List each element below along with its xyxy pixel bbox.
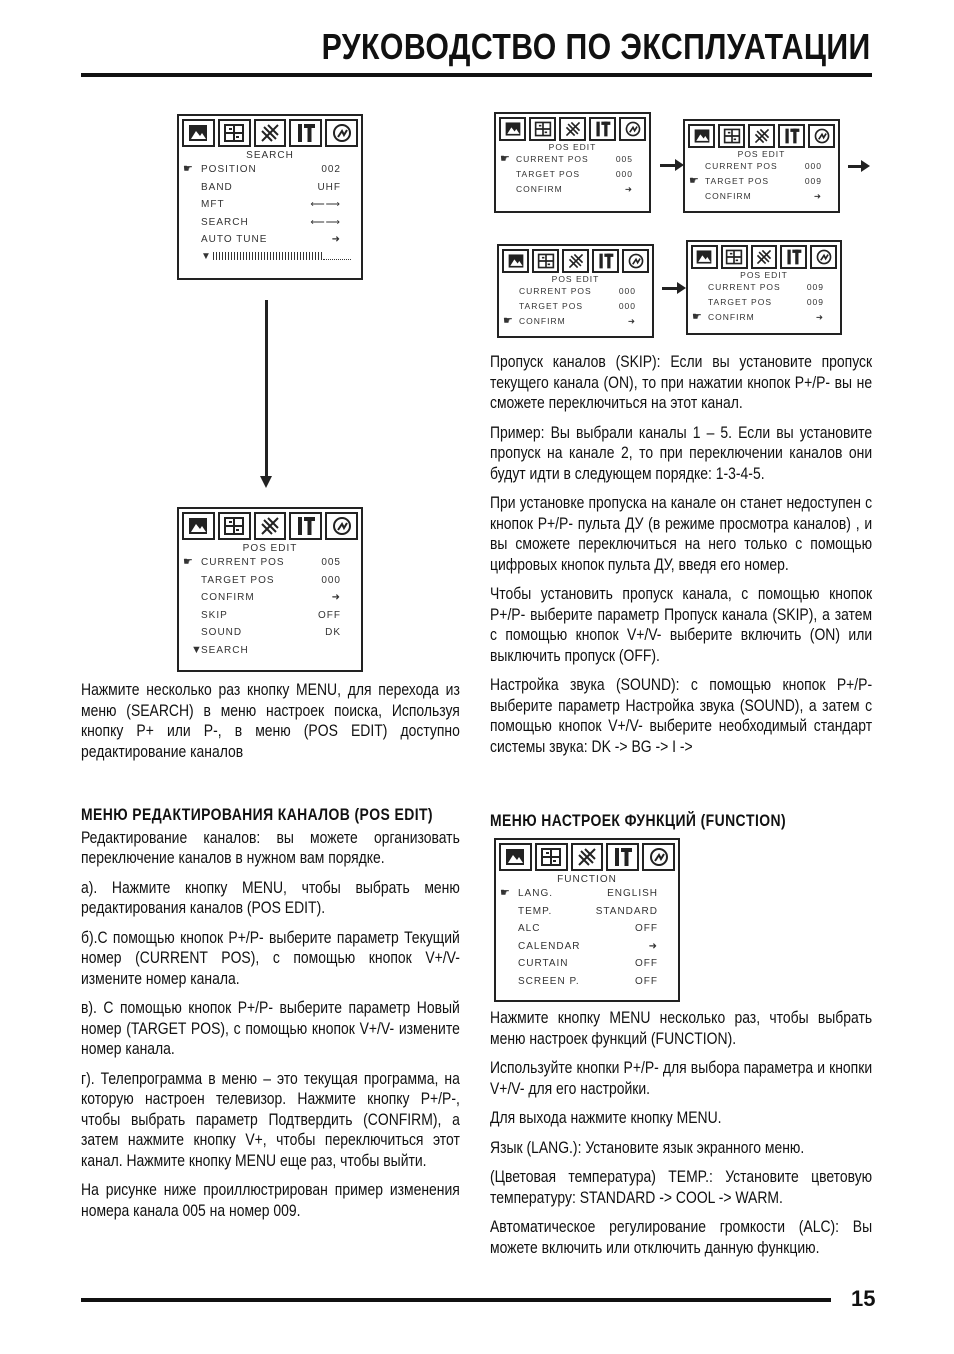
menu-row xyxy=(179,642,361,660)
intro-paragraph: Нажмите несколько раз кнопку MENU, для перехода из меню (SEARCH) в меню настроек поиска, Используя кнопку P+ или P-, в меню (POS EDIT) доступно редактирование каналов xyxy=(81,680,460,761)
picture-icon xyxy=(688,124,715,148)
menu-row xyxy=(496,920,678,938)
menu-row-value: ➜ xyxy=(813,191,822,201)
menu-row xyxy=(496,973,678,991)
left-intro xyxy=(81,680,460,771)
paragraph: Нажмите кнопку MENU несколько раз, чтобы выбрать меню настроек функций (FUNCTION). xyxy=(490,1008,873,1048)
picture-icon xyxy=(182,119,215,147)
menu-row-label: CURRENT POS xyxy=(519,286,592,296)
right-function-heading xyxy=(490,811,872,834)
menu-title: POS EDIT xyxy=(551,274,600,284)
picture-icon xyxy=(691,245,718,269)
paragraph: Чтобы установить пропуск канала, с помощью кнопок P+/P- выберите параметр Пропуск канала (SKIP), а затем с помощью кнопок V+/V- выберите включить (ON) или выключить пропуск (OFF). xyxy=(490,584,873,665)
menu-row-label: TARGET POS xyxy=(708,297,773,307)
paragraph: Редактирование каналов: вы можете организовать переключение каналов в нужном вам порядке. xyxy=(81,827,460,867)
satellite-dish-icon xyxy=(254,119,287,147)
menu-row-value: ➜ xyxy=(627,316,636,326)
menu-row-label: LANG. xyxy=(518,888,554,899)
menu-row xyxy=(496,938,678,956)
menu-row-value: 002 xyxy=(321,164,341,175)
paragraph: Пример: Вы выбрали каналы 1 – 5. Если вы установите пропуск на канале 2, то при переключении каналов они будут идти в следующем порядке: 1-3-4-5. xyxy=(490,422,873,483)
menu-row-label: AUTO TUNE xyxy=(201,234,268,245)
satellite-dish-icon xyxy=(748,124,775,148)
right-column-text xyxy=(490,352,872,766)
sound-icon xyxy=(642,843,675,871)
paragraph: (Цветовая температура) TEMP.: Установите цветовую температуру: STANDARD -> COOL -> WARM. xyxy=(490,1167,873,1207)
menu-row-label: CONFIRM xyxy=(519,316,566,326)
menu-row-value: 000 xyxy=(618,301,636,311)
menu-row xyxy=(685,174,838,189)
menu-row-value: 009 xyxy=(806,282,824,292)
pointer-hand-icon: ☛ xyxy=(183,163,194,175)
menu-row-value: ➜ xyxy=(648,940,658,952)
satellite-dish-icon xyxy=(571,843,604,871)
function-icon xyxy=(589,117,616,141)
menu-row-value: ➜ xyxy=(331,592,341,603)
menu-row-label: CURRENT POS xyxy=(708,282,781,292)
paragraph: При установке пропуска на канале он станет недоступен с кнопок P+/P- пульта ДУ (в режиме просмотра каналов) , и вы сможете переключиться на него только с помощью цифровых кнопок пульта ДУ, введя его номер. xyxy=(490,493,873,574)
menu-row-label: SKIP xyxy=(201,609,228,621)
menu-row xyxy=(179,572,361,590)
section-heading-pos-edit: МЕНЮ РЕДАКТИРОВАНИЯ КАНАЛОВ (POS EDIT) xyxy=(81,805,433,824)
menu-row-value: 000 xyxy=(618,286,636,296)
menu-row-value: ⟵⟶ xyxy=(310,216,341,228)
menu-row xyxy=(179,589,361,607)
menu-row xyxy=(496,167,649,182)
menu-row-label: TARGET POS xyxy=(705,176,770,186)
menu-row-value: OFF xyxy=(635,975,658,987)
menu-row xyxy=(179,624,361,642)
header-rule xyxy=(81,73,872,77)
menu-icon-row xyxy=(496,840,678,871)
menu-row xyxy=(179,554,361,572)
menu-row xyxy=(179,161,361,179)
picture-icon xyxy=(499,117,526,141)
menu-row-value: STANDARD xyxy=(595,905,658,917)
function-menu-osd xyxy=(494,838,680,1002)
menu-row-value: OFF xyxy=(635,958,658,969)
pos-step-1-osd xyxy=(494,112,651,213)
pointer-hand-icon: ☛ xyxy=(689,175,700,187)
satellite-dish-icon xyxy=(559,117,586,141)
menu-row-value: ENGLISH xyxy=(607,888,658,899)
picture-icon xyxy=(502,249,529,273)
menu-row-label: TARGET POS xyxy=(201,574,275,586)
menu-row-label: CALENDAR xyxy=(518,940,581,952)
menu-row xyxy=(496,182,649,197)
menu-icon-row xyxy=(685,121,838,148)
function-icon xyxy=(780,245,807,269)
sound-icon xyxy=(808,124,835,148)
right-arrow xyxy=(848,165,862,168)
menu-title: POS EDIT xyxy=(242,543,298,554)
menu-row xyxy=(179,231,361,249)
paragraph: б).С помощью кнопок P+/P- выберите параметр Текущий номер (CURRENT POS), с помощью кнопок V+/V- измените номер канала. xyxy=(81,927,460,988)
menu-row-label: CONFIRM xyxy=(201,592,255,603)
menu-row-value: OFF xyxy=(635,923,658,934)
menu-row-value: ⟵⟶ xyxy=(310,199,341,210)
menu-row-label: TARGET POS xyxy=(519,301,584,311)
menu-row-label: SEARCH xyxy=(201,216,249,228)
paragraph: г). Телепрограмма в меню – это текущая программа, на которую настроен телевизор. Нажмите кнопку P+/P-, чтобы выбрать параметр Подтвердить (CONFIRM), а затем нажмите кнопку V+, чтобы переключиться этот канал. Нажмите кнопку MENU еще раз, чтобы выйти. xyxy=(81,1068,460,1170)
down-arrow xyxy=(265,300,268,476)
pointer-hand-icon: ☛ xyxy=(503,315,514,327)
menu-row-label: SEARCH xyxy=(201,644,249,656)
menu-row-label: POSITION xyxy=(201,164,257,175)
menu-row-label: CURTAIN xyxy=(518,958,569,969)
setup-icon xyxy=(721,245,748,269)
menu-title: POS EDIT xyxy=(548,142,597,152)
menu-row xyxy=(496,152,649,167)
paragraph: Язык (LANG.): Установите язык экранного меню. xyxy=(490,1137,805,1157)
right-arrow xyxy=(662,287,678,290)
section-heading-function: МЕНЮ НАСТРОЕК ФУНКЦИЙ (FUNCTION) xyxy=(490,811,787,830)
menu-row-label: CONFIRM xyxy=(708,312,755,322)
menu-row-value: 000 xyxy=(804,161,822,171)
menu-row-label: TARGET POS xyxy=(516,169,581,179)
sound-icon xyxy=(619,117,646,141)
menu-icon-row xyxy=(179,116,361,147)
satellite-dish-icon xyxy=(254,512,287,540)
function-icon xyxy=(289,512,322,540)
setup-icon xyxy=(718,124,745,148)
setup-icon xyxy=(535,843,568,871)
menu-row xyxy=(496,903,678,921)
menu-title: SEARCH xyxy=(246,150,294,161)
menu-row xyxy=(685,159,838,174)
menu-row xyxy=(688,295,840,310)
menu-row xyxy=(179,196,361,214)
menu-row-value: ➜ xyxy=(331,234,341,245)
right-arrow xyxy=(660,164,676,167)
menu-row-label: SCREEN P. xyxy=(518,975,580,987)
menu-row-value: 000 xyxy=(615,169,633,179)
menu-row-label: CURRENT POS xyxy=(201,557,285,568)
function-icon xyxy=(289,119,322,147)
right-function-text xyxy=(490,1008,872,1267)
sound-icon xyxy=(810,245,837,269)
menu-row xyxy=(688,310,840,325)
menu-row-value: 009 xyxy=(806,297,824,307)
search-menu-osd xyxy=(177,114,363,280)
menu-row-label: SOUND xyxy=(201,627,243,638)
paragraph: в). С помощью кнопок P+/P- выберите параметр Новый номер (TARGET POS), с помощью кнопок V+/V- измените номер канала. xyxy=(81,998,460,1058)
menu-icon-row xyxy=(499,246,652,273)
menu-row-value: ➜ xyxy=(815,312,824,322)
menu-row-label: BAND xyxy=(201,181,233,193)
pointer-hand-icon: ☛ xyxy=(692,311,703,323)
menu-row xyxy=(499,284,652,299)
menu-row-value: OFF xyxy=(318,609,341,621)
setup-icon xyxy=(218,512,251,540)
function-icon xyxy=(778,124,805,148)
menu-row xyxy=(179,607,361,625)
menu-row-value: 009 xyxy=(804,176,822,186)
menu-row xyxy=(179,214,361,232)
menu-row-value: 005 xyxy=(615,154,633,164)
picture-icon xyxy=(499,843,532,871)
pos-step-2-osd xyxy=(683,119,840,213)
menu-icon-row xyxy=(496,114,649,141)
function-icon xyxy=(606,843,639,871)
paragraph: Используйте кнопки P+/P- для выбора параметра и кнопки V+/V- для его настройки. xyxy=(490,1058,873,1098)
menu-title: POS EDIT xyxy=(737,149,786,159)
paragraph: а). Нажмите кнопку MENU, чтобы выбрать меню редактирования каналов (POS EDIT). xyxy=(81,877,460,917)
pos-step-4-osd xyxy=(686,240,842,335)
setup-icon xyxy=(218,119,251,147)
menu-title: POS EDIT xyxy=(740,270,788,280)
menu-row-value: 005 xyxy=(321,557,341,568)
sound-icon xyxy=(325,512,358,540)
menu-row xyxy=(499,314,652,329)
pointer-hand-icon: ☛ xyxy=(500,153,511,165)
auto-tune-progress xyxy=(179,249,361,262)
picture-icon xyxy=(182,512,215,540)
paragraph: Для выхода нажмите кнопку MENU. xyxy=(490,1108,722,1127)
function-icon xyxy=(592,249,619,273)
paragraph: Автоматическое регулирование громкости (ALC): Вы можете включить или отключить данную функцию. xyxy=(490,1217,873,1257)
menu-icon-row xyxy=(179,509,361,540)
menu-row xyxy=(499,299,652,314)
menu-row xyxy=(179,179,361,197)
pointer-hand-icon: ☛ xyxy=(500,887,511,899)
page-title: РУКОВОДСТВО ПО ЭКСПЛУАТАЦИИ xyxy=(321,26,871,67)
menu-row-label: CONFIRM xyxy=(705,191,752,201)
menu-row-value: UHF xyxy=(317,181,341,193)
menu-row xyxy=(685,189,838,204)
paragraph: Пропуск каналов (SKIP): Если вы установите пропуск текущего канала (ON), то при нажатии кнопок P+/P- вы не сможете переключиться на этот канал. xyxy=(490,352,873,412)
footer-rule xyxy=(81,1298,831,1302)
menu-row-value: ➜ xyxy=(624,184,633,194)
menu-row-label: CURRENT POS xyxy=(705,161,778,171)
sound-icon xyxy=(325,119,358,147)
menu-row-label: MFT xyxy=(201,199,225,210)
menu-row-label: ALC xyxy=(518,923,541,934)
left-column-text xyxy=(81,805,460,1230)
paragraph: Настройка звука (SOUND): с помощью кнопок P+/P- выберите параметр Настройка звука (SOUND), а затем с помощью кнопок V+/V- выберите необходимый стандарт системы звука: DK -> BG -> I -> xyxy=(490,675,873,756)
menu-row-value: DK xyxy=(325,627,341,638)
menu-icon-row xyxy=(688,242,840,269)
marker-icon: ▼ xyxy=(191,643,203,656)
progress-marker-icon: ▼ xyxy=(201,250,211,262)
page-number: 15 xyxy=(851,1286,876,1311)
menu-row-label: TEMP. xyxy=(518,905,553,917)
menu-row xyxy=(688,280,840,295)
menu-row-label: CONFIRM xyxy=(516,184,563,194)
pos-step-3-osd xyxy=(497,244,654,338)
satellite-dish-icon xyxy=(751,245,778,269)
setup-icon xyxy=(532,249,559,273)
menu-title: FUNCTION xyxy=(557,874,617,885)
menu-row-label: CURRENT POS xyxy=(516,154,589,164)
paragraph: На рисунке ниже проиллюстрирован пример изменения номера канала 005 на номер 009. xyxy=(81,1180,460,1220)
menu-row xyxy=(496,955,678,973)
setup-icon xyxy=(529,117,556,141)
sound-icon xyxy=(622,249,649,273)
menu-row xyxy=(496,885,678,903)
pos-edit-menu-osd xyxy=(177,507,363,672)
menu-row-value: 000 xyxy=(321,574,341,586)
satellite-dish-icon xyxy=(562,249,589,273)
pointer-hand-icon: ☛ xyxy=(183,556,194,568)
